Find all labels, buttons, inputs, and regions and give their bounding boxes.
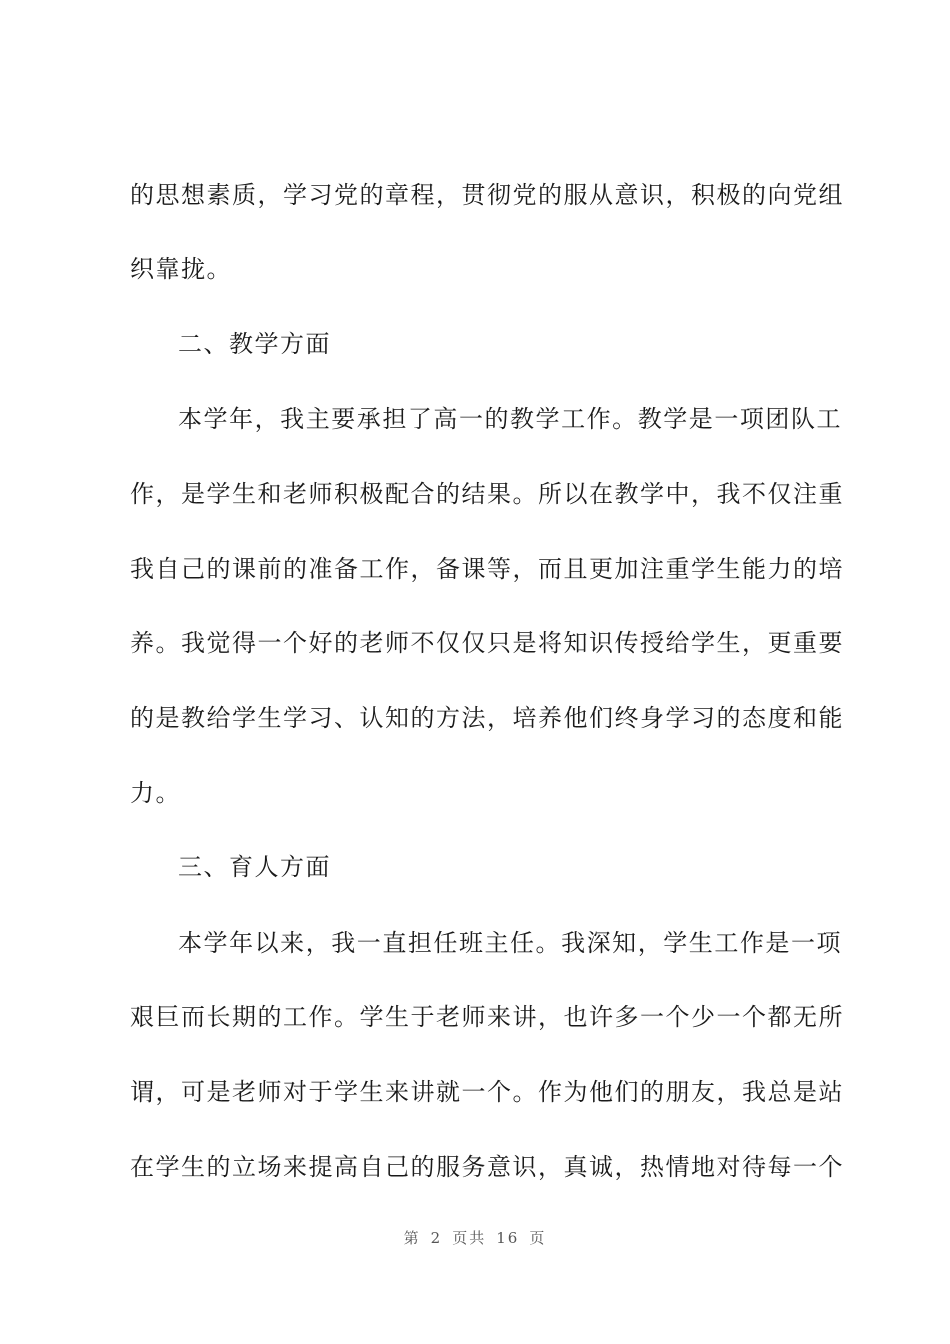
footer-suffix: 页 [529,1229,547,1247]
page-total: 16 [496,1229,520,1247]
body-text-line: 的思想素质，学习党的章程，贯彻党的服从意识，积极的向党组 [130,181,844,209]
paragraph-first-line: 本学年以来，我一直担任班主任。我深知，学生工作是一项 [178,929,842,957]
footer-middle: 页共 [452,1229,487,1247]
footer-prefix: 第 [403,1229,421,1247]
body-text-line: 力。 [130,779,181,807]
paragraph-first-line: 本学年，我主要承担了高一的教学工作。教学是一项团队工 [178,405,842,433]
section-heading: 二、教学方面 [178,330,331,358]
body-text-line: 在学生的立场来提高自己的服务意识，真诚，热情地对待每一个 [130,1153,844,1181]
body-text-line: 我自己的课前的准备工作，备课等，而且更加注重学生能力的培 [130,555,844,583]
body-text-line: 作，是学生和老师积极配合的结果。所以在教学中，我不仅注重 [130,480,844,508]
body-text-line: 织靠拢。 [130,255,232,283]
page-footer [0,1228,950,1248]
body-text-line: 养。我觉得一个好的老师不仅仅只是将知识传授给学生，更重要 [130,629,844,657]
body-text-line: 的是教给学生学习、认知的方法，培养他们终身学习的态度和能 [130,704,844,732]
body-text-line: 艰巨而长期的工作。学生于老师来讲，也许多一个少一个都无所 [130,1003,844,1031]
section-heading: 三、育人方面 [178,853,331,881]
page-number: 2 [430,1229,443,1247]
body-text-line: 谓，可是老师对于学生来讲就一个。作为他们的朋友，我总是站 [130,1078,844,1106]
